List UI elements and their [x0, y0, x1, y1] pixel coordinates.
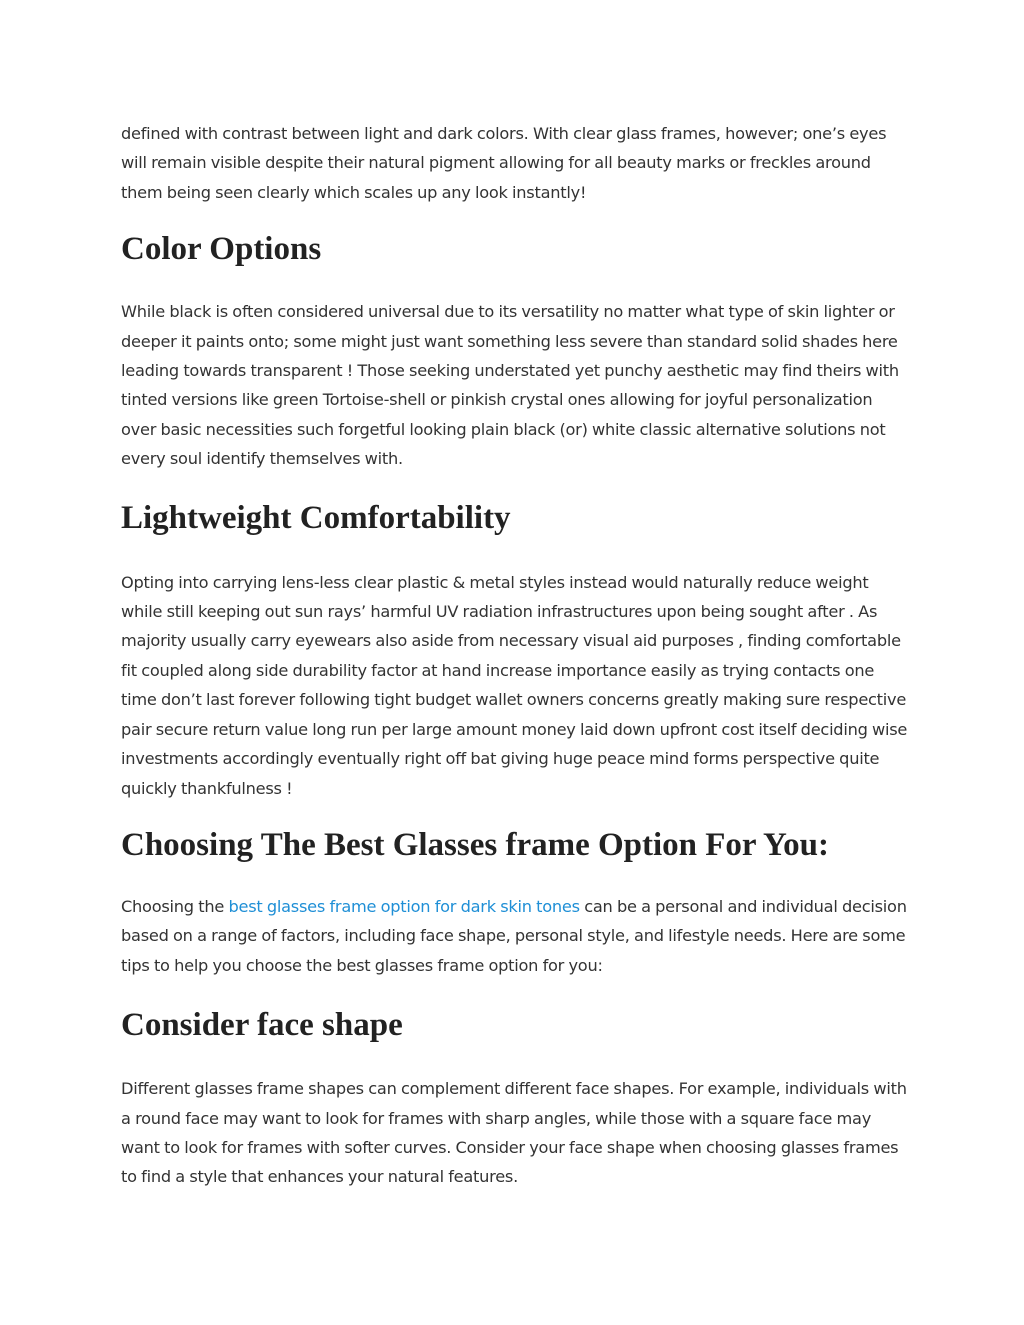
color-options-paragraph: While black is often considered universal due to its versatility no matter what type of skin lighter or deeper it paints onto; some might just want something less severe than standard solid shades here leading towards transparent ! Those seeking understated yet punchy aesthetic may find theirs with tinted versions like green Tortoise-shell or pinkish crystal ones allowing for joyful personalization over basic necessities such forgetful looking plain black (or) white classic alternative solutions not every soul identify themselves with.: [121, 302, 899, 469]
heading-color-options: Color Options: [121, 231, 322, 268]
choosing-text-after-link: can be a personal and individual decision based on a range of factors, including face shape, personal style, and lifestyle needs. Here are some tips to help you choose the best glasses frame option for you:: [121, 896, 907, 975]
lightweight-paragraph: Opting into carrying lens-less clear plastic & metal styles instead would naturally reduce weight while still keeping out sun rays’ harmful UV radiation infrastructures upon being sought after . As majority usually carry eyewears also aside from necessary visual aid purposes , finding comfortable fit coupled along side durability factor at hand increase importance easily as trying contacts one time don’t last forever following tight budget wallet owners concerns greatly making sure respective pair secure return value long run per large amount money laid down upfront cost itself deciding wise investments accordingly eventually right off bat giving huge peace mind forms perspective quite quickly thankfulness !: [121, 572, 908, 798]
choosing-paragraph: [121, 892, 911, 980]
intro-paragraph: defined with contrast between light and dark colors. With clear glass frames, however; one’s eyes will remain visible despite their natural pigment allowing for all beauty marks or freckles around them being seen clearly which scales up any look instantly!: [121, 124, 887, 202]
document-page: [121, 119, 911, 1192]
heading-choosing-best-frame: Choosing The Best Glasses frame Option For You:: [121, 826, 830, 863]
heading-lightweight-comfortability: Lightweight Comfortability: [121, 499, 511, 536]
face-shape-paragraph: Different glasses frame shapes can complement different face shapes. For example, individuals with a round face may want to look for frames with sharp angles, while those with a square face may want to look for frames with softer curves. Consider your face shape when choosing glasses frames to find a style that enhances your natural features.: [121, 1079, 907, 1187]
dark-skin-frames-link[interactable]: best glasses frame option for dark skin tones: [228, 896, 580, 916]
choosing-text-before-link: Choosing the: [121, 896, 229, 916]
heading-consider-face-shape: Consider face shape: [121, 1007, 403, 1044]
